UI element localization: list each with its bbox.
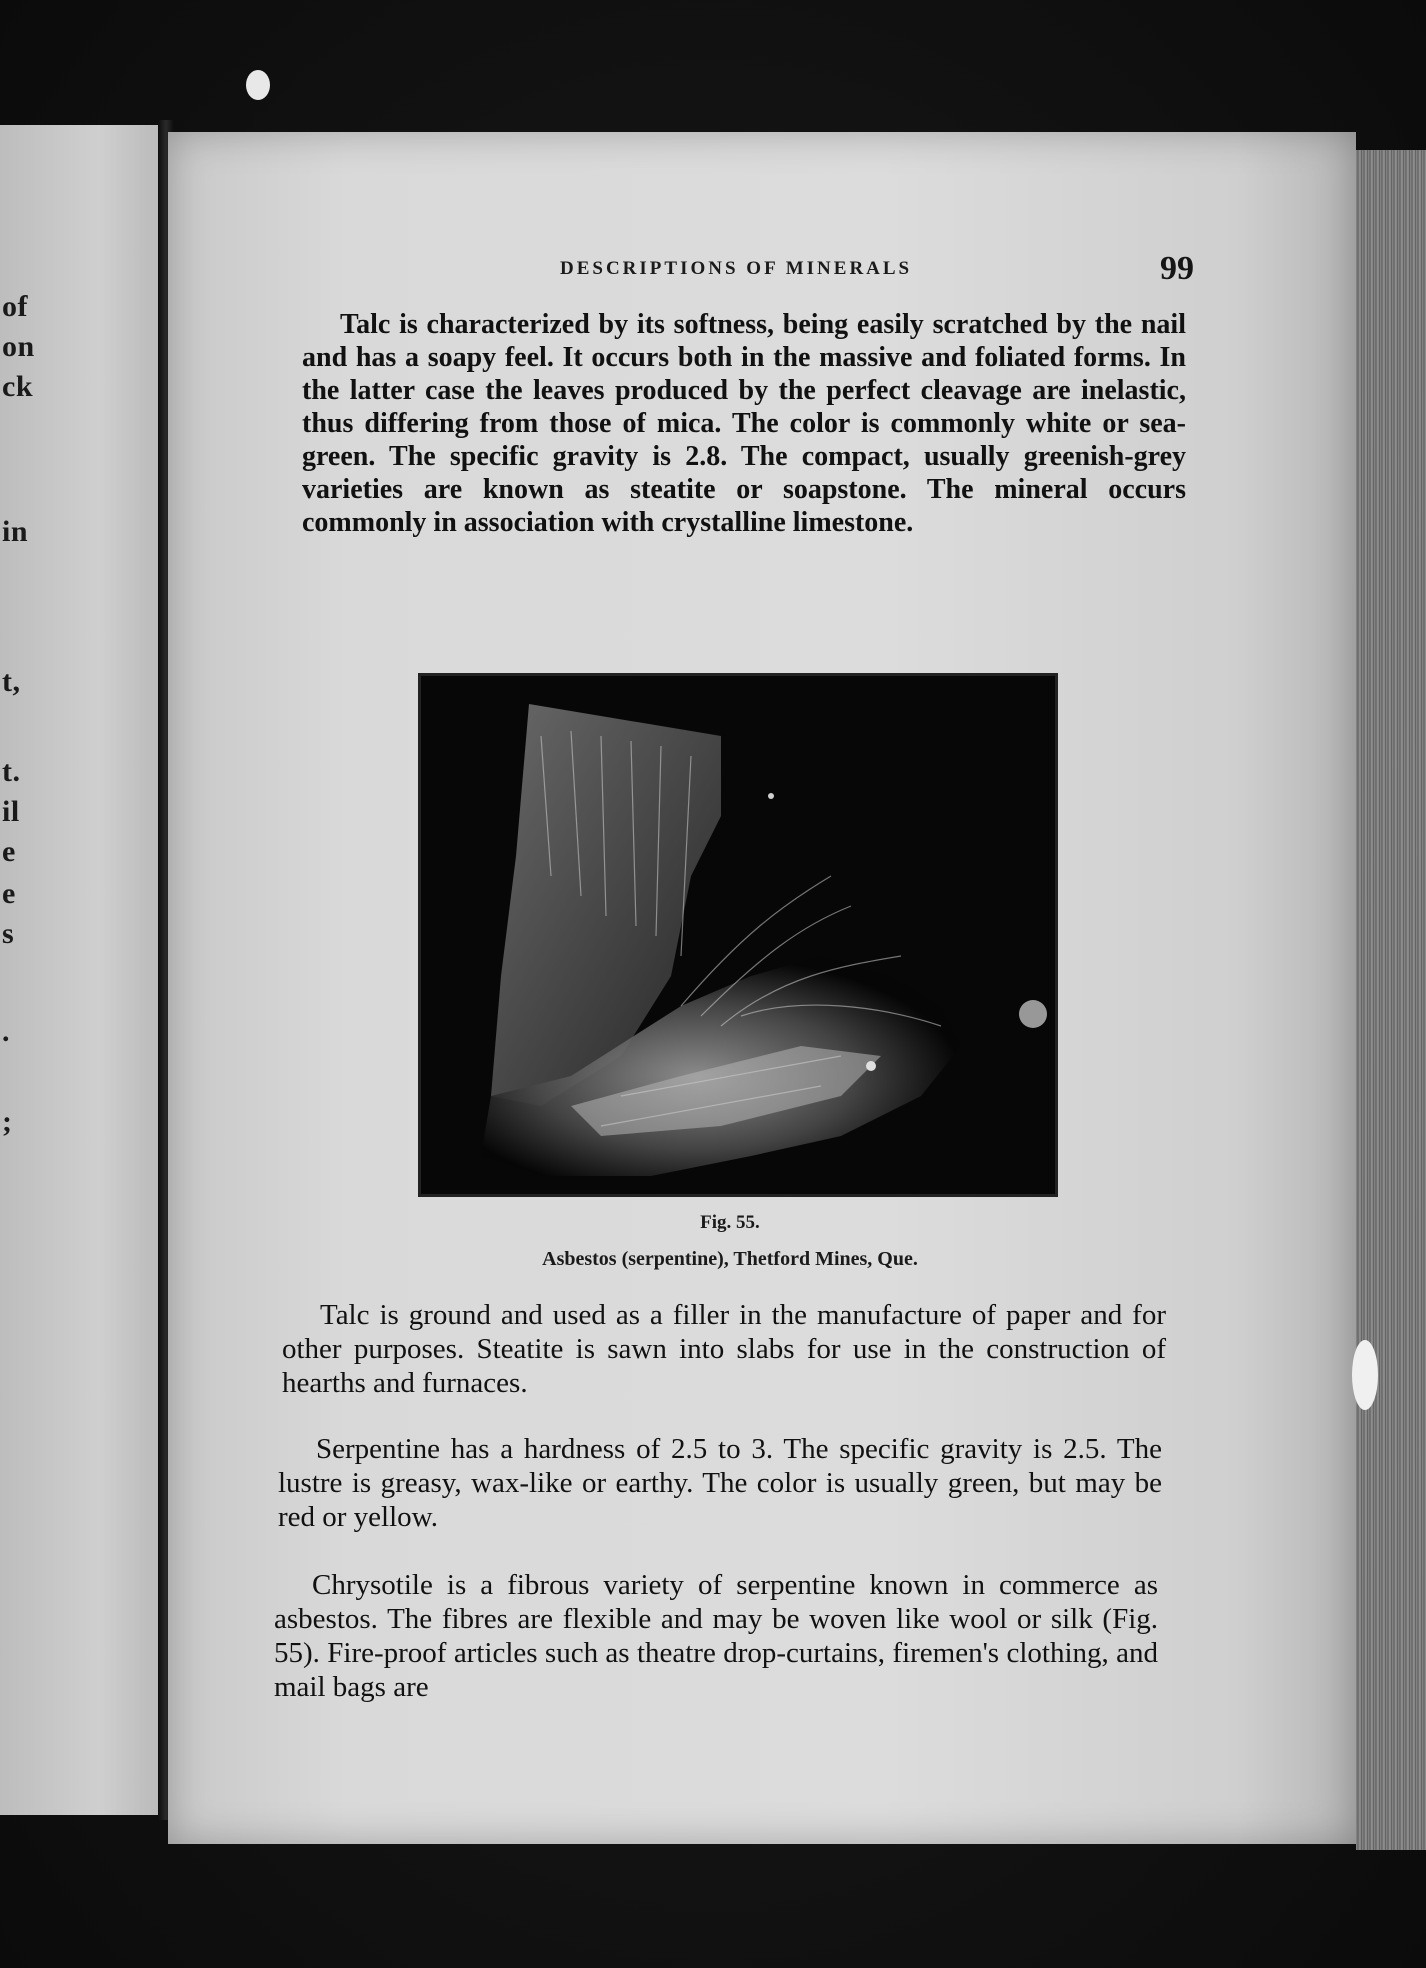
asbestos-photograph — [418, 673, 1058, 1197]
left-page-fragment: of — [2, 290, 28, 323]
figure-label: Fig. 55. — [700, 1212, 760, 1233]
figure-caption: Asbestos (serpentine), Thetford Mines, Que. — [542, 1248, 918, 1270]
paragraph-serpentine: Serpentine has a hardness of 2.5 to 3. The specific gravity is 2.5. The lustre is greasy, wax-like or earthy. The color is usually green, but may be red or yellow. — [278, 1433, 1162, 1533]
paragraph-chrysotile: Chrysotile is a fibrous variety of serpentine known in commerce as asbestos. The fibres are flexible and may be woven like wool or silk (Fig. 55). Fire-proof articles such as theatre drop-curtains, firemen's clothing, and mail bags are — [274, 1569, 1158, 1703]
left-page-fragment: in — [2, 515, 29, 548]
left-page-fragment: . — [2, 1015, 10, 1048]
paragraph-talc-properties: Talc is characterized by its softness, being easily scratched by the nail and has a soapy feel. It occurs both in the massive and foliated forms. In the latter case the leaves produced by the perfect cleavage are inelastic, thus differing from those of mica. The color is commonly white or sea-green. The specific gravity is 2.8. The compact, usually greenish-grey varieties are known as steatite or soapstone. The mineral occurs commonly in association with crystalline limestone. — [302, 309, 1186, 538]
left-page-fragment: ; — [2, 1105, 13, 1138]
page-edges — [1356, 150, 1426, 1850]
left-page-fragment: s — [2, 917, 15, 950]
paragraph-talc-uses: Talc is ground and used as a filler in the manufacture of paper and for other purposes. Steatite is sawn into slabs for use in the construction of hearths and furnaces. — [282, 1299, 1166, 1399]
left-page-fragment: ck — [2, 370, 33, 403]
left-page — [0, 125, 165, 1815]
left-page-fragment: on — [2, 330, 35, 363]
left-page-fragment: il — [2, 795, 20, 828]
running-head: DESCRIPTIONS OF MINERALS — [560, 258, 913, 279]
left-page-fragment: e — [2, 835, 16, 868]
page-number: 99 — [1160, 250, 1194, 287]
left-page-fragment: t, — [2, 665, 21, 698]
scan-speck — [246, 70, 270, 100]
left-page-fragment: e — [2, 877, 16, 910]
scan-speck — [1352, 1340, 1378, 1410]
left-page-fragment: t. — [2, 755, 21, 788]
